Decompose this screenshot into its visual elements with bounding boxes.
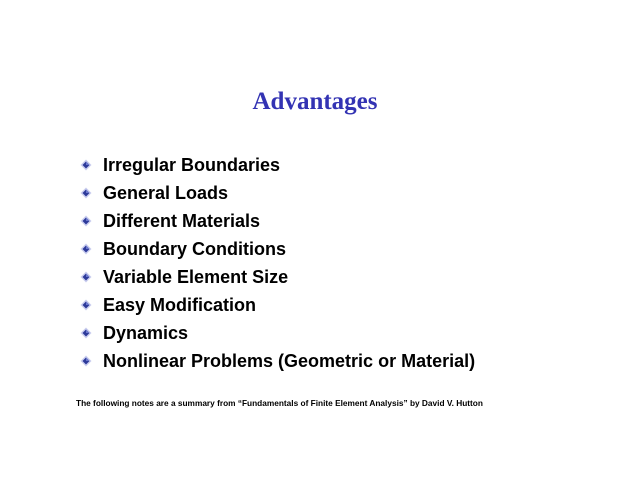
source-footnote: The following notes are a summary from “Fundamentals of Finite Element Analysis” by David V. Hutton (76, 398, 483, 408)
bullet-text: General Loads (103, 182, 229, 203)
diamond-bullet-icon (80, 299, 92, 311)
diamond-bullet-icon (80, 355, 92, 367)
list-item (80, 319, 475, 347)
bullet-text: Dynamics (103, 322, 189, 343)
list-item (80, 235, 475, 263)
slide-title: Advantages (252, 88, 378, 115)
bullet-text: Irregular Boundaries (103, 154, 281, 175)
diamond-bullet-icon (80, 187, 92, 199)
list-item (80, 263, 475, 291)
list-item (80, 347, 475, 375)
bullet-list (80, 151, 475, 375)
list-item (80, 151, 475, 179)
bullet-text: Boundary Conditions (103, 238, 286, 259)
bullet-text: Easy Modification (103, 294, 257, 315)
diamond-bullet-icon (80, 243, 92, 255)
bullet-text: Different Materials (103, 210, 261, 231)
diamond-bullet-icon (80, 271, 92, 283)
list-item (80, 207, 475, 235)
list-item (80, 291, 475, 319)
bullet-text: Variable Element Size (103, 266, 289, 287)
bullet-text: Nonlinear Problems (Geometric or Material) (103, 350, 476, 371)
diamond-bullet-icon (80, 159, 92, 171)
list-item (80, 179, 475, 207)
diamond-bullet-icon (80, 327, 92, 339)
diamond-bullet-icon (80, 215, 92, 227)
